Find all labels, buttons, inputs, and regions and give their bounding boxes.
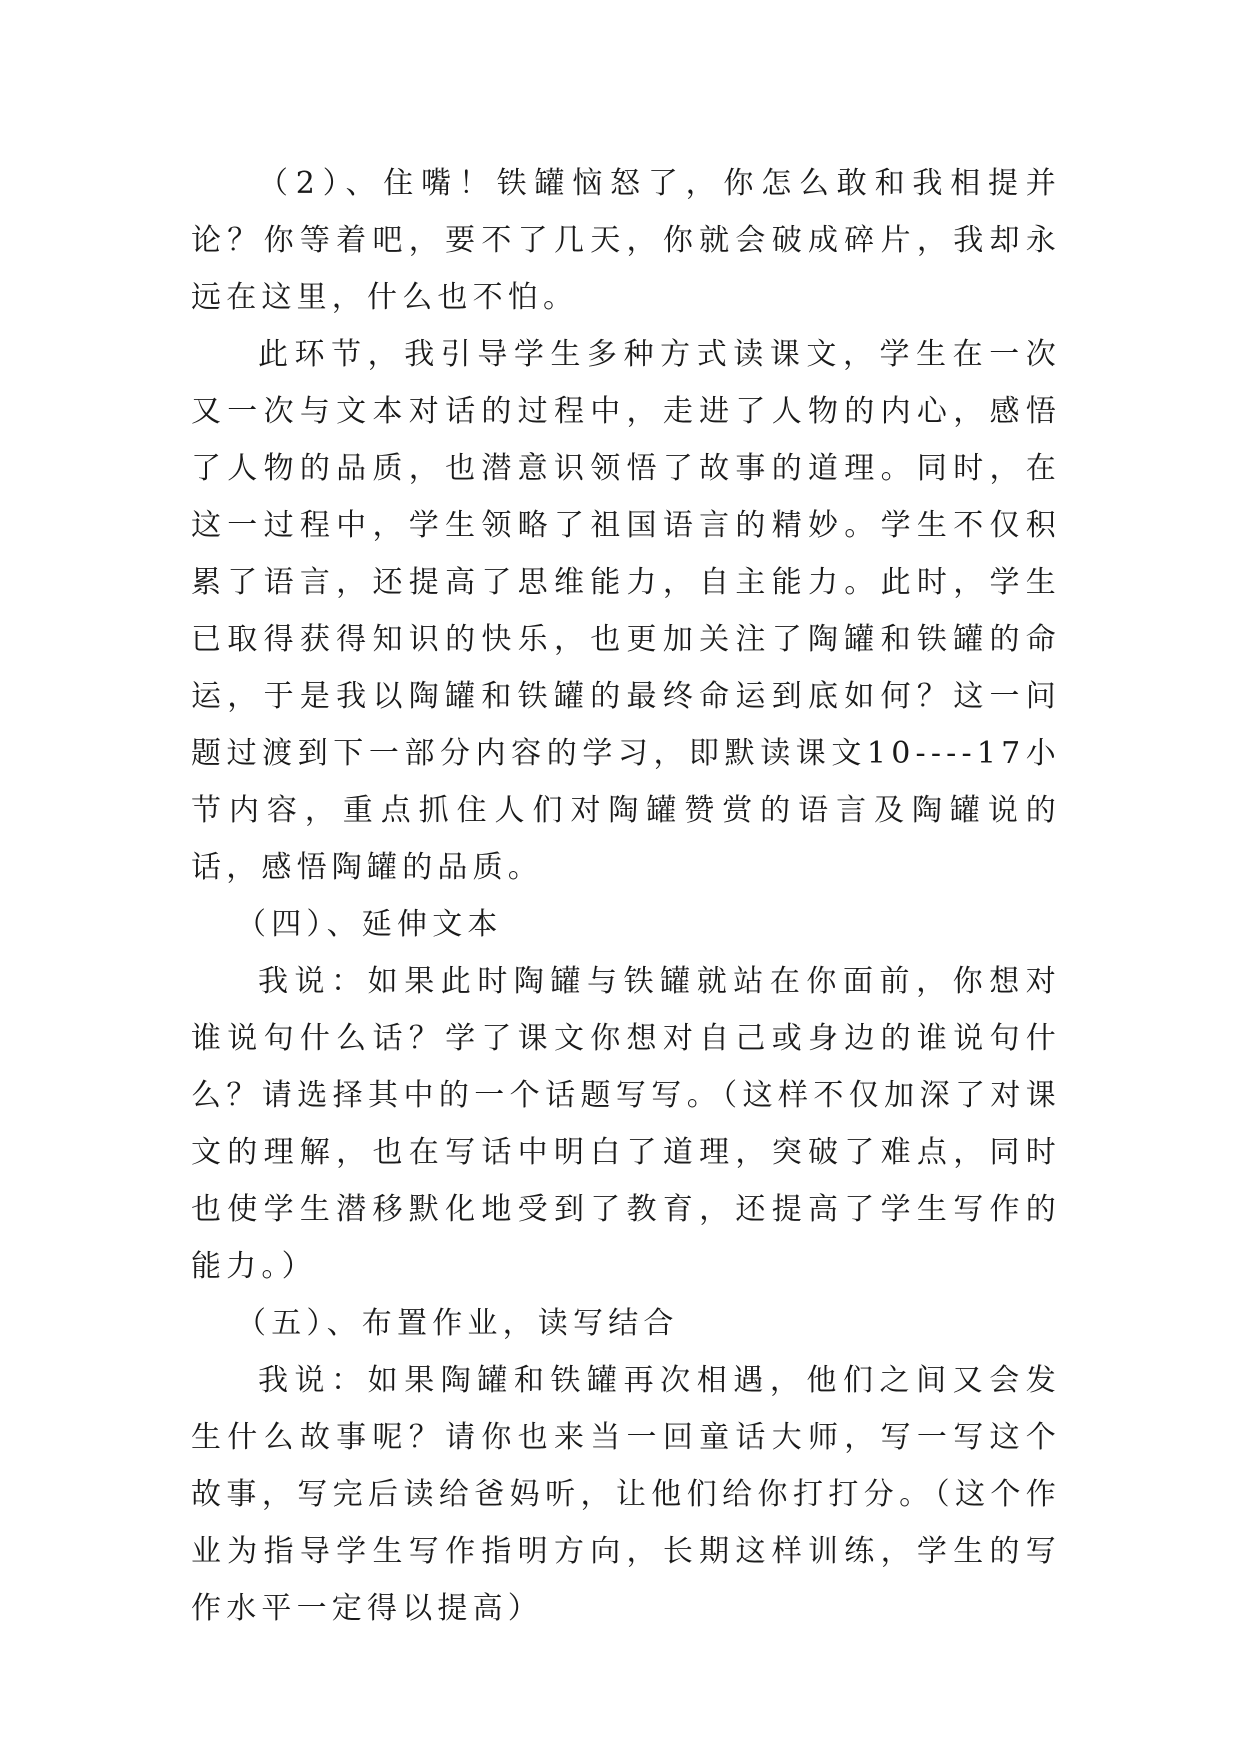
section-heading-homework: （五）、布置作业，读写结合 — [236, 1306, 679, 1341]
paragraph-teaching-reflection: 此环节，我引导学生多种方式读课文，学生在一次又一次与文本对话的过程中，走进了人物的内心，感悟了人物的品质，也潜意识领悟了故事的道理。同时，在这一过程中，学生领略了祖国语言的精妙。学生不仅积累了语言，还提高了思维能力，自主能力。此时，学生已取得获得知识的快乐，也更加关注了陶罐和铁罐的命运，于是我以陶罐和铁罐的最终命运到底如何？这一问题过渡到下一部分内容的学习，即默读课文10----17小节内容，重点抓住人们对陶罐赞赏的语言及陶罐说的话，感悟陶罐的品质。 — [191, 337, 1061, 885]
paragraph-homework: 我说：如果陶罐和铁罐再次相遇，他们之间又会发生什么故事呢？请你也来当一回童话大师，写一写这个故事，写完后读给爸妈听，让他们给你打打分。（这个作业为指导学生写作指明方向，长期这样训练，学生的写作水平一定得以提高） — [191, 1363, 1061, 1626]
paragraph-tin-jar-quote: （2）、住嘴！铁罐恼怒了，你怎么敢和我相提并论？你等着吧，要不了几天，你就会破成碎片，我却永远在这里，什么也不怕。 — [191, 166, 1061, 315]
document-body — [191, 155, 1061, 1637]
paragraph-extend-text: 我说：如果此时陶罐与铁罐就站在你面前，你想对谁说句什么话？学了课文你想对自己或身边的谁说句什么？请选择其中的一个话题写写。（这样不仅加深了对课文的理解，也在写话中明白了道理，突破了难点，同时也使学生潜移默化地受到了教育，还提高了学生写作的能力。） — [191, 964, 1061, 1284]
section-heading-extend-text: （四）、延伸文本 — [236, 907, 503, 942]
